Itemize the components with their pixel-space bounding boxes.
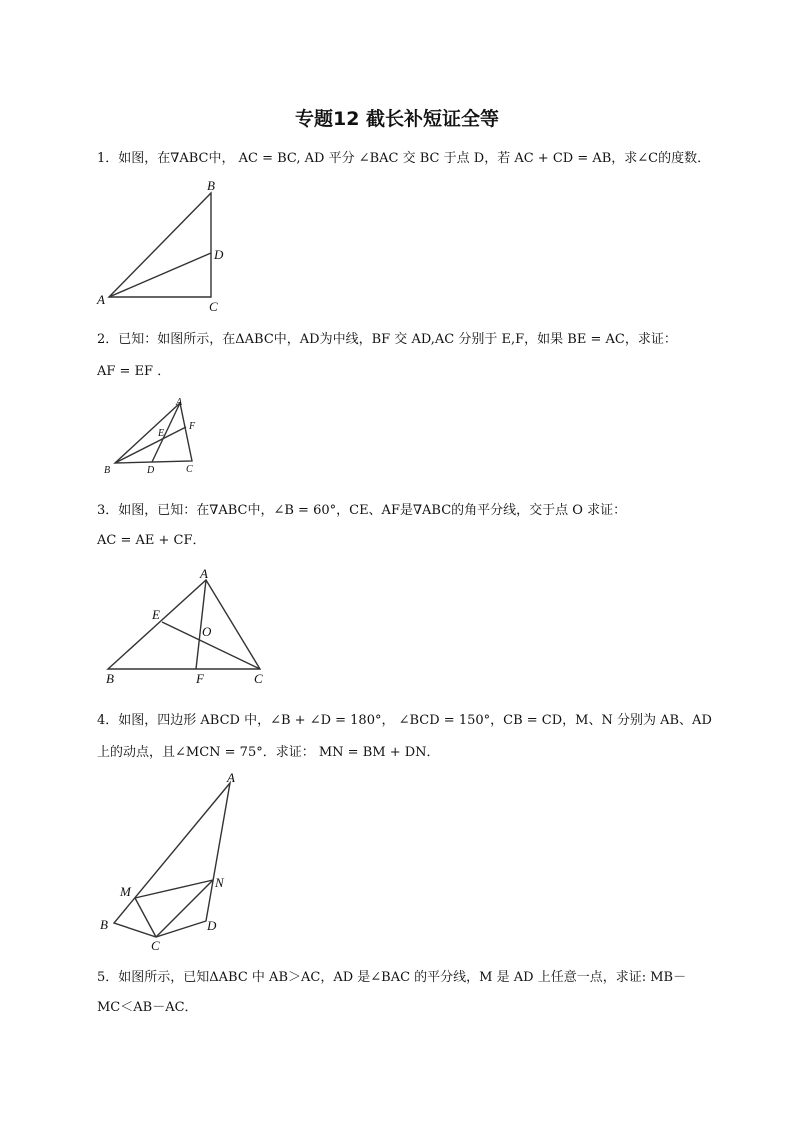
problem-5-text-line-2: MC＜AB－AC．	[97, 1000, 198, 1015]
problem-3-text-line-2: AC = AE + CF．	[97, 533, 206, 548]
segment-ad	[109, 253, 211, 297]
label-c: C	[186, 464, 193, 475]
problem-3-text-line-1: 3．如图，已知：在∇ABC中，∠B = 60°，CE、AF是∇ABC的角平分线，交于点 O 求证：	[97, 503, 627, 518]
label-f: F	[189, 421, 196, 432]
label-e: E	[152, 607, 160, 622]
label-b: B	[207, 178, 215, 193]
label-m: M	[120, 884, 131, 899]
quadrilateral-abcd	[114, 783, 230, 937]
problem-4-figure	[95, 768, 255, 958]
label-d: D	[214, 247, 224, 262]
label-o: O	[202, 624, 212, 639]
problem-2-text-line-2: AF = EF ．	[97, 364, 171, 379]
label-a: A	[200, 566, 208, 581]
problem-2-text-line-1: 2．已知：如图所示，在ΔABC中，AD为中线，BF 交 AD,AC 分别于 E,F，如果 BE = AC，求证：	[97, 332, 677, 347]
label-a: A	[227, 770, 235, 785]
problem-5-text-line-1: 5．如图所示，已知ΔABC 中 AB＞AC，AD 是∠BAC 的平分线，M 是 AD 上任意一点，求证: MB－	[97, 970, 687, 985]
problem-4-text-line-2: 上的动点，且∠MCN = 75°．求证： MN = BM + DN．	[97, 745, 440, 760]
page-title: 专题12 截长补短证全等	[294, 108, 500, 130]
label-b: B	[106, 671, 114, 686]
problem-1-text: 1．如图，在∇ABC中， AC = BC, AD 平分 ∠BAC 交 BC 于点 D，若 AC + CD = AB，求∠C的度数．	[97, 151, 711, 166]
label-b: B	[104, 465, 111, 476]
label-f: F	[196, 671, 204, 686]
label-n: N	[215, 875, 224, 890]
label-a: A	[176, 397, 183, 408]
label-b: B	[100, 917, 108, 932]
label-d: D	[147, 465, 155, 476]
label-c: C	[254, 671, 263, 686]
triangle-abc	[115, 403, 192, 463]
problem-1-figure	[95, 175, 235, 315]
segment-bf	[115, 427, 186, 463]
problem-2-figure	[100, 395, 210, 480]
label-c: C	[151, 938, 160, 953]
label-c: C	[209, 299, 218, 314]
problem-4-text-line-1: 4．如图，四边形 ABCD 中，∠B + ∠D = 180°， ∠BCD = 150°，CB = CD，M、N 分别为 AB、AD	[97, 713, 712, 728]
triangle-abc	[108, 580, 260, 669]
label-e: E	[158, 428, 165, 439]
problem-3-figure	[100, 562, 280, 688]
triangle-abc	[109, 193, 211, 297]
label-d: D	[207, 918, 217, 933]
label-a: A	[97, 292, 105, 307]
